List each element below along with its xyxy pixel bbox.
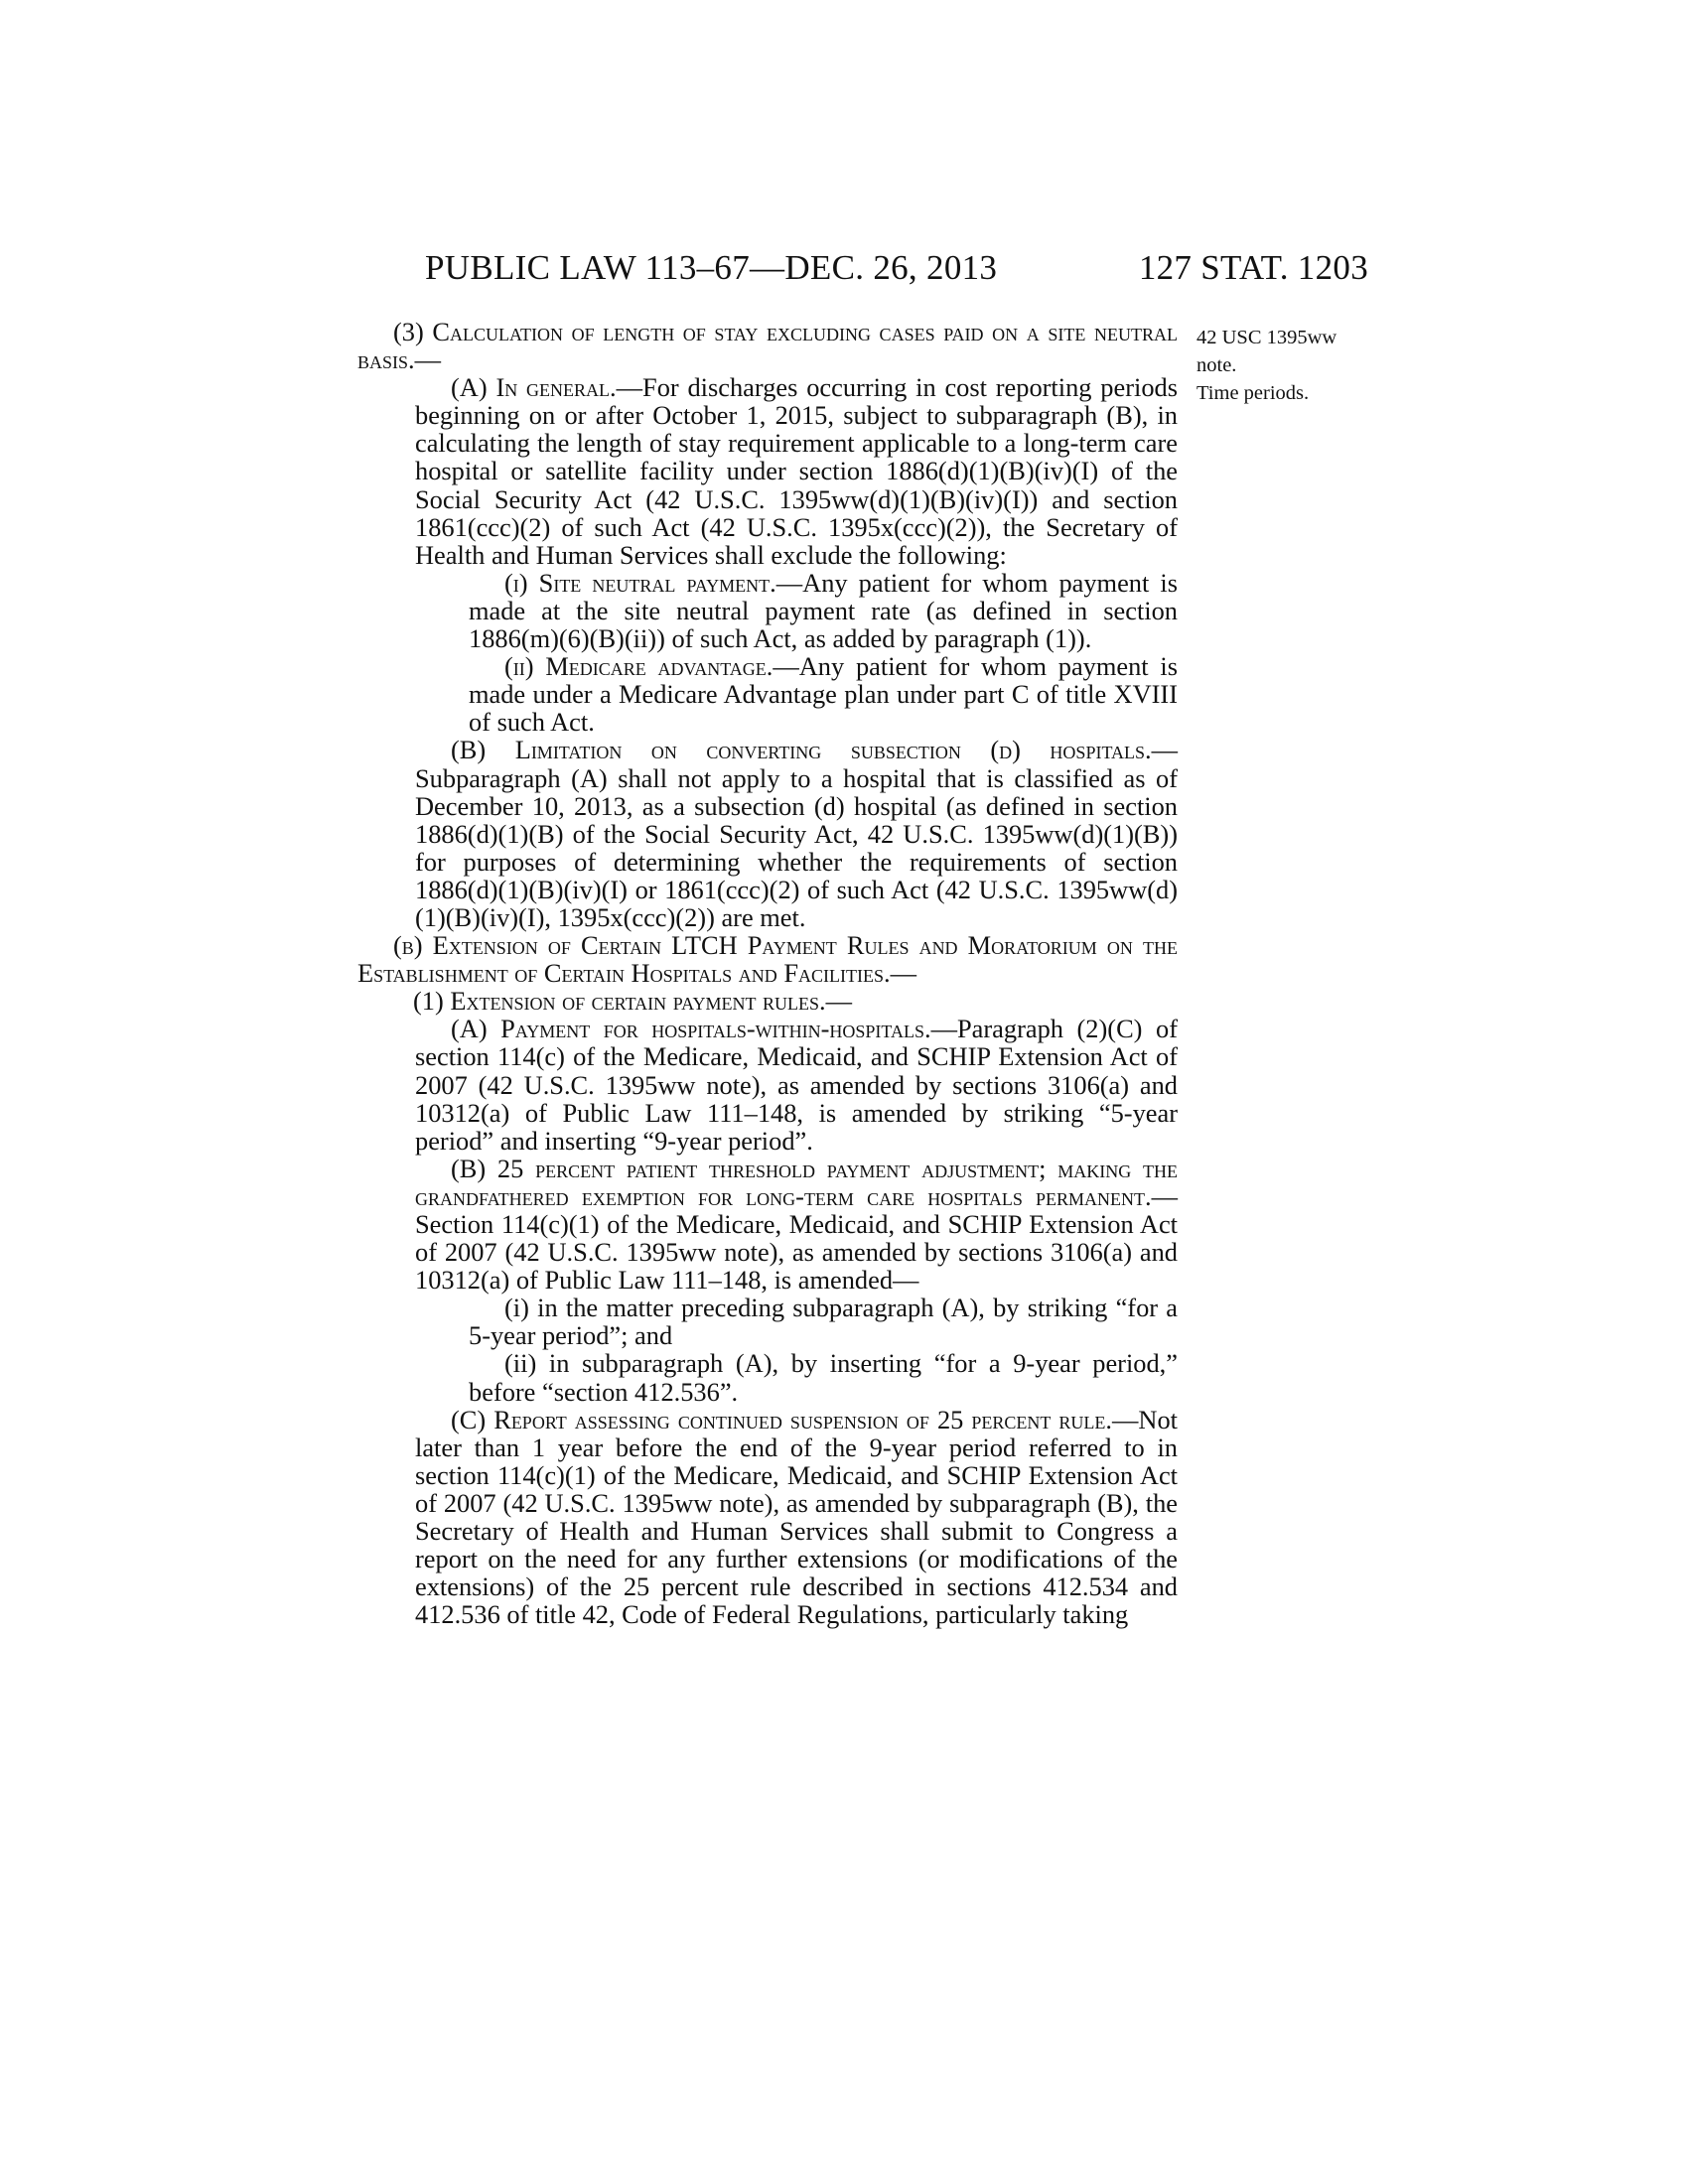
paragraph-3-heading-text: (3) Calculation of length of stay excluding cases paid on a site neutral basis.— bbox=[357, 317, 1178, 375]
subparagraph-A bbox=[357, 373, 1178, 569]
subparagraph-1B-label: (B) 25 percent patient threshold payment adjustment; making the grandfathered exemption for long-term care hospitals permanent. bbox=[415, 1153, 1178, 1211]
clause-A-ii-text: —Any patient for whom payment is made under a Medicare Advantage plan under part C of title XVIII of such Act. bbox=[469, 651, 1178, 738]
clause-A-i-label: (i) Site neutral payment. bbox=[504, 567, 776, 598]
margin-note-citation: 42 USC 1395ww note. bbox=[1196, 327, 1337, 376]
statute-body bbox=[357, 318, 1178, 1628]
margin-notes bbox=[1196, 324, 1395, 407]
clause-A-i bbox=[357, 569, 1178, 652]
paragraph-1-heading-text: (1) Extension of certain payment rules.— bbox=[413, 986, 853, 1017]
subparagraph-1B-text: —Section 114(c)(1) of the Medicare, Medicaid, and SCHIP Extension Act of 2007 (42 U.S.C. 1395ww note), as amended by sections 3106(a) and 10312(a) of Public Law 111–148, is amended— bbox=[415, 1180, 1178, 1296]
clause-A-ii-label: (ii) Medicare advantage. bbox=[504, 651, 774, 682]
paragraph-1-heading bbox=[357, 987, 1178, 1015]
clause-1B-ii: (ii) in subparagraph (A), by inserting “for a 9-year period,” before “section 412.536”. bbox=[469, 1348, 1178, 1407]
subparagraph-A-text: —For discharges occurring in cost reporting periods beginning on or after October 1, 2015, subject to subparagraph (B), in calculating the length of stay requirement applicable to a long-term care hospital or satellite facility under section 1886(d)(1)(B)(iv)(I) of the Social Security Act (42 U.S.C. 1395ww(d)(1)(B)(iv)(I)) and section 1861(ccc)(2) of such Act (42 U.S.C. 1395x(ccc)(2)), the Secretary of Health and Human Services shall exclude the following: bbox=[415, 372, 1178, 570]
subparagraph-1B bbox=[357, 1155, 1178, 1294]
clause-A-i-text: —Any patient for whom payment is made at the site neutral payment rate (as defined in section 1886(m)(6)(B)(ii)) of such Act, as added by paragraph (1)). bbox=[469, 567, 1178, 654]
subparagraph-1C bbox=[357, 1406, 1178, 1629]
subparagraph-1C-text: —Not later than 1 year before the end of the 9-year period referred to in section 114(c)(1) of the Medicare, Medicaid, and SCHIP Extension Act of 2007 (42 U.S.C. 1395ww note), as amended by subparagraph (B), the Secretary of Health and Human Services shall submit to Congress a report on the need for any further extensions (or modifications of the extensions) of the 25 percent rule described in sections 412.534 and 412.536 of title 42, Code of Federal Regulations, particularly taking bbox=[415, 1404, 1178, 1630]
subparagraph-B bbox=[357, 736, 1178, 931]
running-header-right: 127 STAT. 1203 bbox=[1138, 248, 1368, 287]
subsection-b-heading-text: (b) Extension of Certain LTCH Payment Rules and Moratorium on the Establishment of Certain Hospitals and Facilities.— bbox=[357, 930, 1178, 989]
subparagraph-1C-label: (C) Report assessing continued suspension of 25 percent rule. bbox=[451, 1404, 1113, 1434]
subsection-b-heading bbox=[357, 931, 1178, 987]
paragraph-3-heading bbox=[357, 318, 1178, 373]
clause-A-ii bbox=[357, 652, 1178, 736]
clause-1B-i: (i) in the matter preceding subparagraph (A), by striking “for a 5-year period”; and bbox=[469, 1293, 1178, 1351]
subparagraph-1A-text: —Paragraph (2)(C) of section 114(c) of the Medicare, Medicaid, and SCHIP Extension Act of 2007 (42 U.S.C. 1395ww note), as amended by sections 3106(a) and 10312(a) of Public Law 111–148, is amended by striking “5-year period” and inserting “9-year period”. bbox=[415, 1014, 1178, 1156]
subparagraph-B-text: —Subparagraph (A) shall not apply to a hospital that is classified as of December 10, 2013, as a subsection (d) hospital (as defined in section 1886(d)(1)(B) of the Social Security Act, 42 U.S.C. 1395ww(d)(1)(B)) for purposes of determining whether the requirements of section 1886(d)(1)(B)(iv)(I) or 1861(ccc)(2) of such Act (42 U.S.C. 1395ww(d)(1)(B)(iv)(I), 1395x(ccc)(2)) are met. bbox=[415, 735, 1178, 932]
subparagraph-1A bbox=[357, 1015, 1178, 1154]
margin-note-time-periods: Time periods. bbox=[1196, 382, 1310, 404]
subparagraph-A-label: (A) In general. bbox=[451, 372, 617, 403]
subparagraph-1A-label: (A) Payment for hospitals-within-hospitals. bbox=[451, 1014, 931, 1044]
subparagraph-B-label: (B) Limitation on converting subsection (d) hospitals. bbox=[451, 735, 1152, 765]
running-header-left: PUBLIC LAW 113–67—DEC. 26, 2013 bbox=[425, 248, 998, 287]
